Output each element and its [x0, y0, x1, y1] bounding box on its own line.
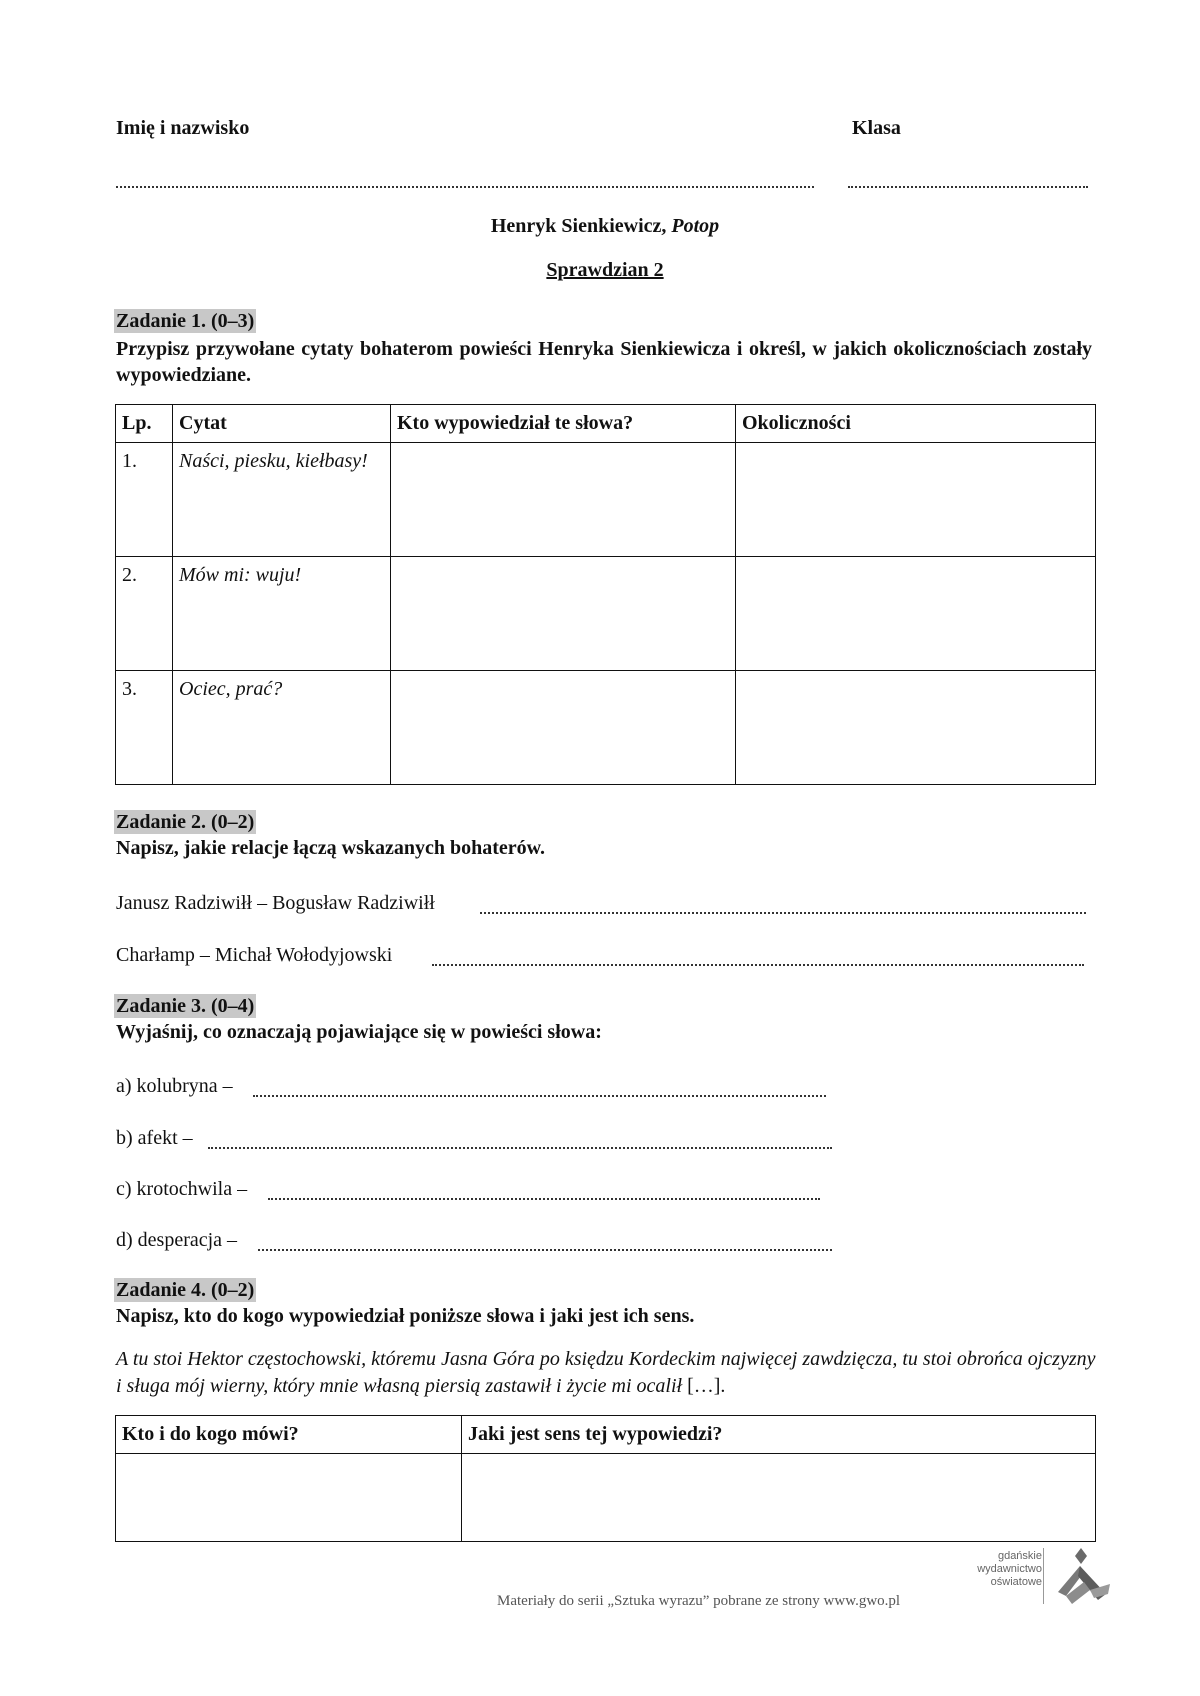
- publisher-logo-icon: [1050, 1546, 1112, 1608]
- row-quote: Ociec, prać?: [173, 671, 391, 785]
- col-header-who-to-whom: Kto i do kogo mówi?: [116, 1416, 462, 1454]
- logo-divider: [1043, 1548, 1044, 1604]
- col-header-lp: Lp.: [116, 405, 173, 443]
- task3-item: a) kolubryna –: [116, 1075, 233, 1097]
- class-label: Klasa: [852, 117, 901, 139]
- table-row: [116, 557, 1096, 671]
- table-row: [116, 443, 1096, 557]
- publisher-logo: [950, 1546, 1112, 1612]
- task1-heading: [114, 310, 256, 333]
- col-header-meaning: Jaki jest sens tej wypowiedzi?: [462, 1416, 1096, 1454]
- test-title: [0, 259, 1200, 282]
- task2-pair-1: Janusz Radziwiłł – Bogusław Radziwiłł: [116, 892, 435, 914]
- row-number: 3.: [116, 671, 173, 785]
- task3-label: Zadanie 3. (0–4): [116, 995, 255, 1017]
- name-input-line[interactable]: [116, 186, 814, 188]
- row-number: 2.: [116, 557, 173, 671]
- task4-table: [115, 1415, 1096, 1542]
- task3-heading: [114, 995, 256, 1018]
- row-number: 1.: [116, 443, 173, 557]
- publisher-logo-text: [946, 1550, 1042, 1589]
- answer-who-cell[interactable]: [391, 671, 736, 785]
- answer-who-cell[interactable]: [391, 557, 736, 671]
- name-label: Imię i nazwisko: [116, 117, 250, 139]
- title-work: Potop: [671, 215, 720, 237]
- task3-item: b) afekt –: [116, 1127, 193, 1149]
- page-title: [0, 215, 1200, 238]
- task2-label: Zadanie 2. (0–2): [116, 811, 255, 833]
- footer-text: Materiały do serii „Sztuka wyrazu” pobrane ze strony www.gwo.pl: [497, 1593, 901, 1609]
- task3-instruction: Wyjaśnij, co oznaczają pojawiające się w powieści słowa:: [116, 1021, 602, 1043]
- task4-quote: [116, 1346, 1096, 1400]
- task4-label: Zadanie 4. (0–2): [116, 1279, 255, 1301]
- answer-circumstances-cell[interactable]: [736, 443, 1096, 557]
- task3-item: d) desperacja –: [116, 1229, 238, 1251]
- task3-answer-line[interactable]: [268, 1198, 820, 1200]
- test-title-text: Sprawdzian 2: [546, 259, 664, 281]
- task1-instruction: Przypisz przywołane cytaty bohaterom powieści Henryka Sienkiewicza i określ, w jakich okolicznościach zostały wypowiedziane.: [116, 338, 1092, 386]
- task3-item: c) krotochwila –: [116, 1178, 248, 1200]
- title-author: Henryk Sienkiewicz,: [490, 215, 667, 237]
- row-quote: Mów mi: wuju!: [173, 557, 391, 671]
- answer-circumstances-cell[interactable]: [736, 671, 1096, 785]
- task3-answer-line[interactable]: [253, 1095, 826, 1097]
- row-quote: Naści, piesku, kiełbasy!: [173, 443, 391, 557]
- logo-line-3: oświatowe: [990, 1576, 1042, 1588]
- task4-quote-end: […].: [682, 1375, 726, 1397]
- task2-answer-line-2[interactable]: [432, 964, 1084, 966]
- class-input-line[interactable]: [848, 186, 1088, 188]
- table-row: [116, 1454, 1096, 1542]
- answer-who-cell[interactable]: [391, 443, 736, 557]
- answer-who-to-whom-cell[interactable]: [116, 1454, 462, 1542]
- col-header-quote: Cytat: [173, 405, 391, 443]
- task1-table-header: [116, 405, 1096, 443]
- col-header-who: Kto wypowiedział te słowa?: [391, 405, 736, 443]
- answer-meaning-cell[interactable]: [462, 1454, 1096, 1542]
- task4-quote-text: A tu stoi Hektor częstochowski, któremu Jasna Góra po księdzu Kordeckim najwięcej zawdzięcza, tu stoi obrońca ojczyzny i sługa mój wierny, który mnie własną piersią zastawił i życie mi ocalił: [116, 1348, 1096, 1397]
- table-row: [116, 671, 1096, 785]
- task2-answer-line-1[interactable]: [480, 912, 1086, 914]
- logo-line-2: wydawnictwo: [977, 1563, 1042, 1575]
- task3-answer-line[interactable]: [258, 1249, 832, 1251]
- task2-pair-2: Charłamp – Michał Wołodyjowski: [116, 944, 393, 966]
- task1-table: [115, 404, 1096, 785]
- task2-heading: [114, 811, 256, 834]
- col-header-circumstances: Okoliczności: [736, 405, 1096, 443]
- task1-label: Zadanie 1. (0–3): [116, 310, 255, 332]
- task4-table-header: [116, 1416, 1096, 1454]
- task4-instruction: Napisz, kto do kogo wypowiedział poniższe słowa i jaki jest ich sens.: [116, 1305, 695, 1327]
- task3-answer-line[interactable]: [208, 1147, 832, 1149]
- logo-line-1: gdańskie: [997, 1550, 1042, 1562]
- task4-heading: [114, 1279, 256, 1302]
- answer-circumstances-cell[interactable]: [736, 557, 1096, 671]
- task2-instruction: Napisz, jakie relacje łączą wskazanych bohaterów.: [116, 837, 546, 859]
